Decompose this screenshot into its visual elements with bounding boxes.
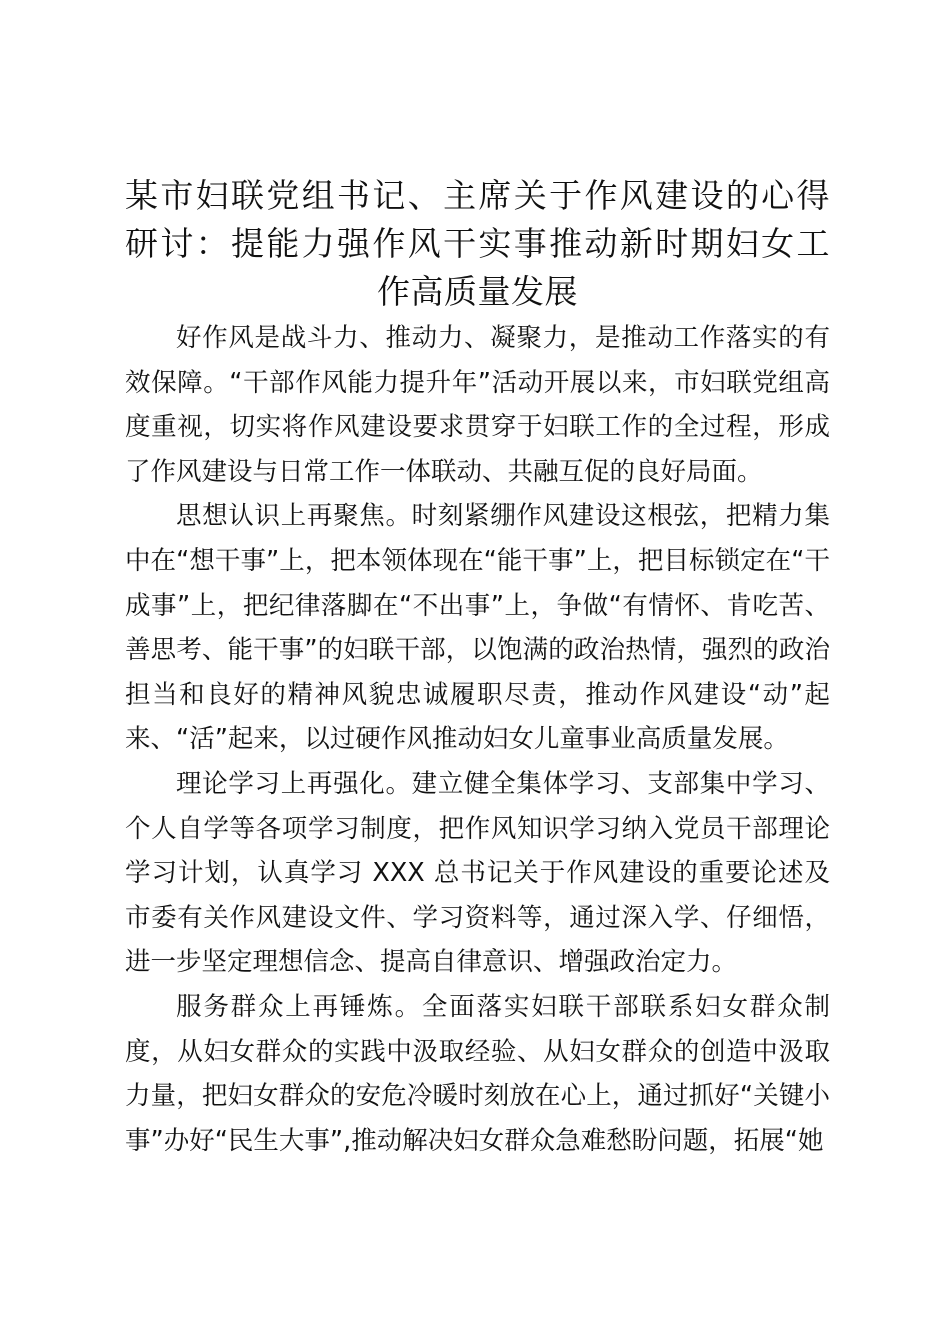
title-line-3: 作高质量发展 (377, 272, 578, 311)
paragraph-study: 理论学习上再强化。建立健全集体学习、支部集中学习、个人自学等各项学习制度，把作风知识学习纳入党员干部理论学习计划，认真学习 XXX 总书记关于作风建设的重要论述及市委有关作风建设文件、学习资料等，通过深入学、仔细悟，进一步坚定理想信念、提高自律意识、增强政治定力。 (125, 768, 830, 978)
document-page (125, 172, 830, 1163)
title-line-1: 某市妇联党组书记、主席关于作风建设的心得 (125, 176, 830, 215)
paragraph-intro: 好作风是战斗力、推动力、凝聚力，是推动工作落实的有效保障。“干部作风能力提升年”活动开展以来，市妇联党组高度重视，切实将作风建设要求贯穿于妇联工作的全过程，形成了作风建设与日常工作一体联动、共融互促的良好局面。 (125, 323, 830, 487)
document-title (125, 172, 830, 316)
paragraph-thinking: 思想认识上再聚焦。时刻紧绷作风建设这根弦，把精力集中在“想干事”上，把本领体现在“能干事”上，把目标锁定在“干成事”上，把纪律落脚在“不出事”上，争做“有情怀、肯吃苦、善思考、能干事”的妇联干部，以饱满的政治热情，强烈的政治担当和良好的精神风貌忠诚履职尽责，推动作风建设“动”起来、“活”起来，以过硬作风推动妇女儿童事业高质量发展。 (125, 501, 830, 755)
title-line-2: 研讨：提能力强作风干实事推动新时期妇女工 (125, 224, 830, 263)
document-body (125, 316, 830, 1163)
paragraph-service: 服务群众上再锤炼。全面落实妇联干部联系妇女群众制度，从妇女群众的实践中汲取经验、从妇女群众的创造中汲取力量，把妇女群众的安危冷暖时刻放在心上，通过抓好“关键小事”办好“民生大事”,推动解决妇女群众急难愁盼问题，拓展“她 (125, 991, 830, 1156)
